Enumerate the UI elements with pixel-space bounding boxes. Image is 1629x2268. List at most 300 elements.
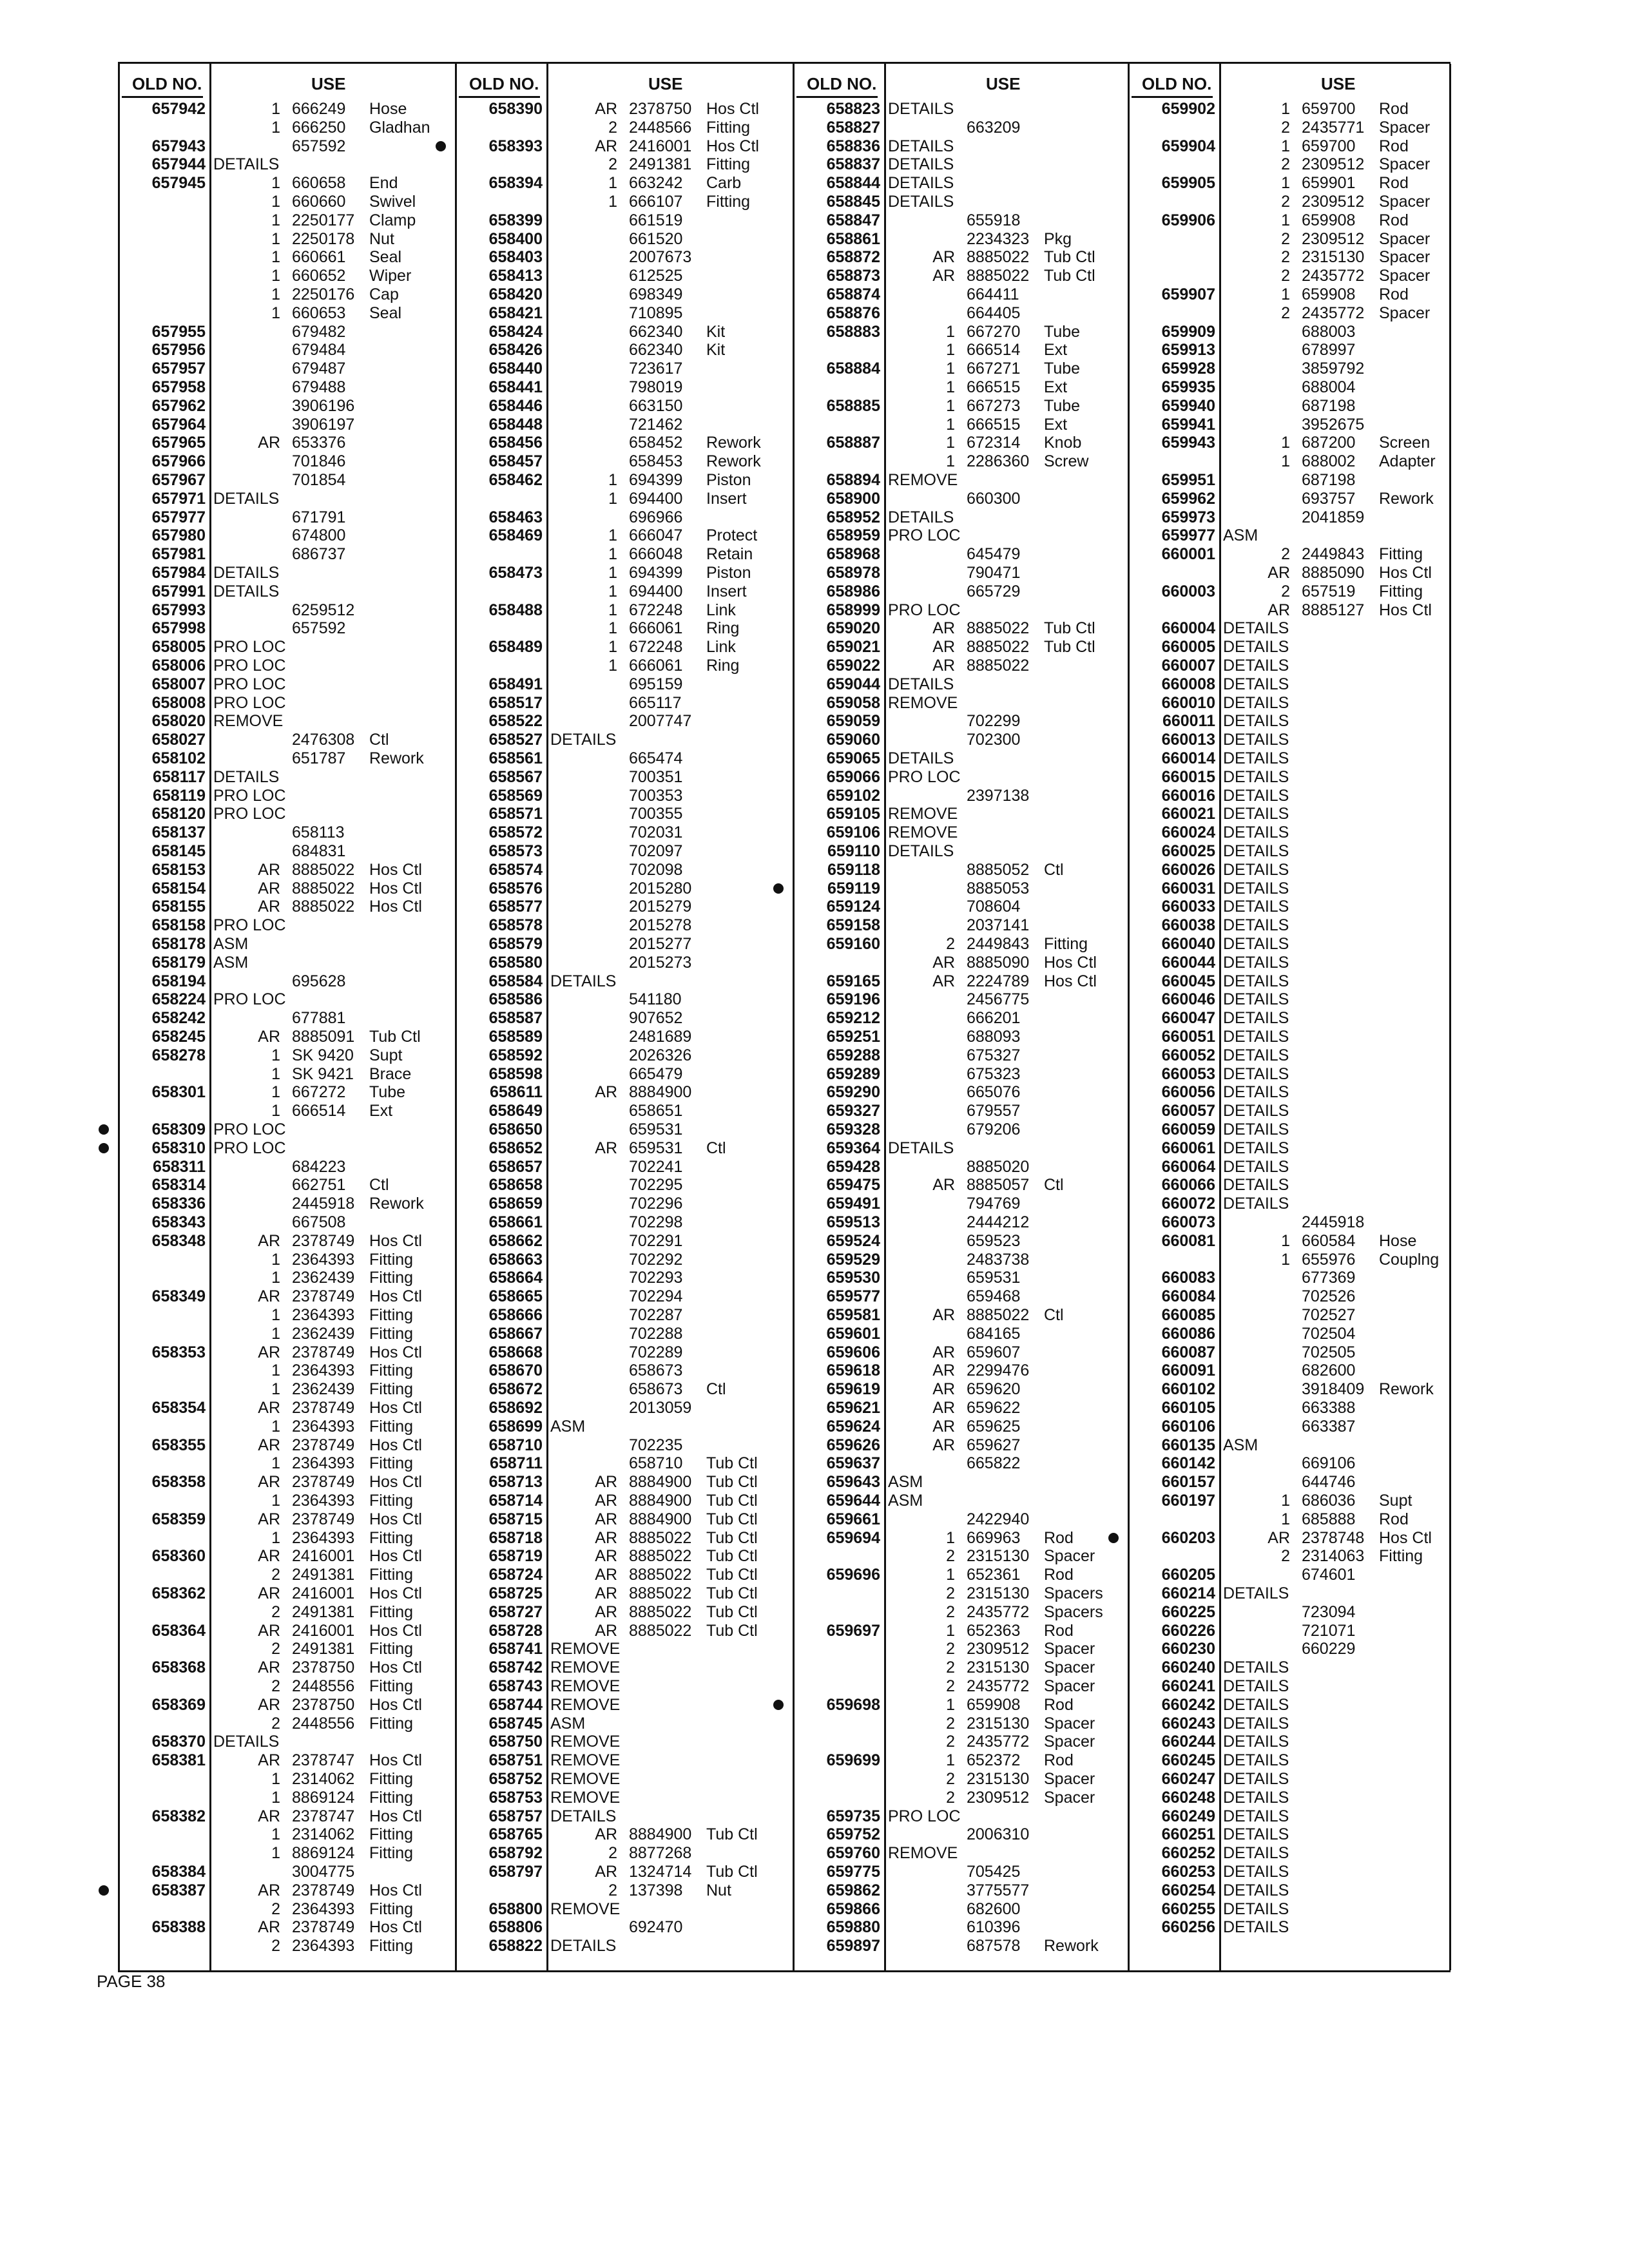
part-description: Rod bbox=[1044, 1695, 1074, 1714]
part-description: Rod bbox=[1044, 1566, 1074, 1584]
table-row bbox=[793, 1232, 1130, 1250]
table-row bbox=[118, 1195, 455, 1213]
quantity: 2 bbox=[271, 1640, 280, 1658]
old-number: 658579 bbox=[488, 935, 543, 953]
part-number: 2448556 bbox=[292, 1714, 355, 1733]
quantity: 1 bbox=[271, 1788, 280, 1807]
table-row bbox=[118, 823, 455, 841]
old-number: 660226 bbox=[1161, 1621, 1215, 1640]
table-row bbox=[118, 155, 455, 173]
part-number: 662751 bbox=[292, 1176, 346, 1195]
table-row bbox=[118, 1937, 455, 1955]
part-number: 657519 bbox=[1302, 582, 1356, 601]
old-number: 659905 bbox=[1161, 174, 1215, 193]
part-description: Seal bbox=[369, 303, 402, 322]
table-row bbox=[118, 1547, 455, 1565]
old-number: 659328 bbox=[826, 1120, 880, 1139]
part-description: Rework bbox=[706, 434, 761, 452]
part-number: 2013059 bbox=[629, 1399, 692, 1417]
table-row bbox=[455, 1789, 792, 1807]
old-number: 658743 bbox=[488, 1677, 543, 1695]
part-number: 675327 bbox=[967, 1046, 1021, 1064]
part-number: 694399 bbox=[629, 471, 683, 489]
old-number: 660025 bbox=[1161, 842, 1215, 860]
quantity: AR bbox=[258, 1510, 280, 1528]
table-row bbox=[118, 1733, 455, 1751]
table-row bbox=[118, 1287, 455, 1305]
part-number: 3004775 bbox=[292, 1863, 355, 1881]
table-row bbox=[1128, 564, 1465, 582]
quantity: AR bbox=[932, 1306, 955, 1324]
status-note: PRO LOC bbox=[213, 805, 286, 823]
part-number: 2015279 bbox=[629, 898, 692, 916]
part-description: Tub Ctl bbox=[1044, 619, 1095, 638]
status-note: REMOVE bbox=[888, 823, 958, 842]
part-number: 700355 bbox=[629, 805, 683, 823]
table-row bbox=[1128, 1603, 1465, 1621]
part-number: 659531 bbox=[629, 1120, 683, 1139]
part-number: 2006310 bbox=[967, 1825, 1030, 1844]
part-number: 2481689 bbox=[629, 1028, 692, 1046]
part-number: 661520 bbox=[629, 229, 683, 248]
old-number: 660013 bbox=[1161, 731, 1215, 749]
quantity: 1 bbox=[271, 229, 280, 248]
quantity: 2 bbox=[1281, 267, 1290, 285]
part-description: Fitting bbox=[369, 1937, 414, 1956]
old-number: 658715 bbox=[488, 1510, 543, 1528]
old-number: 659880 bbox=[826, 1918, 880, 1937]
part-number: 657592 bbox=[292, 137, 346, 155]
old-number: 658741 bbox=[488, 1640, 543, 1658]
part-description: Rework bbox=[1379, 489, 1434, 508]
part-description: Pkg bbox=[1044, 229, 1072, 248]
quantity: 1 bbox=[271, 248, 280, 267]
table-row bbox=[455, 712, 792, 730]
quantity: 2 bbox=[946, 935, 955, 953]
table-row bbox=[1128, 1251, 1465, 1269]
part-number: 687200 bbox=[1302, 434, 1356, 452]
part-number: 678997 bbox=[1302, 341, 1356, 360]
old-number: 658360 bbox=[151, 1547, 206, 1566]
old-number: 658390 bbox=[488, 100, 543, 118]
table-row bbox=[118, 471, 455, 489]
quantity: 2 bbox=[608, 118, 617, 137]
old-number: 660014 bbox=[1161, 749, 1215, 767]
part-description: Ring bbox=[706, 657, 740, 675]
table-row bbox=[793, 1083, 1130, 1101]
old-number: 659102 bbox=[826, 786, 880, 805]
part-number: 667273 bbox=[967, 396, 1021, 415]
status-note: REMOVE bbox=[550, 1751, 621, 1770]
table-row bbox=[793, 731, 1130, 749]
part-number: 666201 bbox=[967, 1009, 1021, 1028]
old-number: 659909 bbox=[1161, 322, 1215, 341]
part-number: 659901 bbox=[1302, 174, 1356, 193]
table-row bbox=[118, 1715, 455, 1733]
table-row bbox=[455, 211, 792, 229]
part-number: 2007747 bbox=[629, 712, 692, 731]
old-number: 658883 bbox=[826, 322, 880, 341]
old-number: 658876 bbox=[826, 303, 880, 322]
old-number: 660197 bbox=[1161, 1492, 1215, 1510]
table-row bbox=[1128, 954, 1465, 972]
part-number: 658452 bbox=[629, 434, 683, 452]
old-number: 660003 bbox=[1161, 582, 1215, 601]
status-note: DETAILS bbox=[888, 100, 954, 118]
table-row bbox=[118, 916, 455, 934]
old-number: 658245 bbox=[151, 1028, 206, 1046]
old-number: 658576 bbox=[488, 879, 543, 898]
old-number: 659289 bbox=[826, 1064, 880, 1083]
quantity: 1 bbox=[1281, 174, 1290, 193]
status-note: DETAILS bbox=[1223, 1064, 1289, 1083]
part-description: Link bbox=[706, 601, 736, 619]
table-row bbox=[118, 1789, 455, 1807]
table-row bbox=[455, 471, 792, 489]
part-description: Fitting bbox=[1379, 545, 1423, 564]
header-underline bbox=[1132, 96, 1213, 98]
table-row bbox=[455, 1863, 792, 1881]
old-number: 660057 bbox=[1161, 1102, 1215, 1120]
status-note: REMOVE bbox=[550, 1733, 621, 1751]
part-description: Insert bbox=[706, 489, 747, 508]
quantity: 2 bbox=[271, 1677, 280, 1695]
old-number: 660059 bbox=[1161, 1120, 1215, 1139]
part-number: 8884900 bbox=[629, 1825, 692, 1844]
part-description: Rod bbox=[1379, 211, 1409, 229]
part-number: 665729 bbox=[967, 582, 1021, 601]
status-note: ASM bbox=[1223, 1436, 1258, 1454]
status-note: DETAILS bbox=[213, 155, 280, 174]
table-row bbox=[118, 1361, 455, 1379]
table-row bbox=[793, 526, 1130, 544]
old-number: 658420 bbox=[488, 285, 543, 303]
part-description: Tub Ctl bbox=[706, 1492, 758, 1510]
old-number: 660247 bbox=[1161, 1770, 1215, 1788]
table-row bbox=[455, 1900, 792, 1918]
quantity: 1 bbox=[271, 1528, 280, 1547]
table-row bbox=[455, 248, 792, 266]
table-row bbox=[1128, 1715, 1465, 1733]
table-row bbox=[118, 657, 455, 675]
table-row bbox=[118, 1918, 455, 1936]
table-row bbox=[1128, 285, 1465, 303]
part-description: Hos Ctl bbox=[1044, 972, 1097, 990]
table-row bbox=[793, 1584, 1130, 1602]
status-note: DETAILS bbox=[1223, 731, 1289, 749]
part-description: Hos Ctl bbox=[1379, 1528, 1432, 1547]
part-description: Rework bbox=[1044, 1937, 1099, 1956]
part-number: 702288 bbox=[629, 1324, 683, 1343]
part-description: Spacers bbox=[1044, 1584, 1103, 1602]
part-number: 667271 bbox=[967, 360, 1021, 378]
status-note: DETAILS bbox=[1223, 1139, 1289, 1157]
part-number: 659700 bbox=[1302, 100, 1356, 118]
part-description: Tub Ctl bbox=[706, 1602, 758, 1621]
table-row bbox=[793, 1918, 1130, 1936]
status-note: PRO LOC bbox=[213, 990, 286, 1009]
part-number: 2378749 bbox=[292, 1436, 355, 1454]
old-number: 659212 bbox=[826, 1009, 880, 1028]
part-number: 660584 bbox=[1302, 1231, 1356, 1250]
table-row bbox=[793, 1343, 1130, 1361]
part-number: 682600 bbox=[1302, 1361, 1356, 1380]
quantity: 1 bbox=[271, 1064, 280, 1083]
table-row bbox=[118, 490, 455, 508]
table-row bbox=[455, 879, 792, 898]
part-number: 659908 bbox=[1302, 211, 1356, 229]
quantity: AR bbox=[258, 1695, 280, 1714]
table-row bbox=[455, 1287, 792, 1305]
old-number: 658388 bbox=[151, 1918, 206, 1937]
table-row bbox=[793, 805, 1130, 823]
status-note: DETAILS bbox=[1223, 935, 1289, 953]
quantity: AR bbox=[258, 1547, 280, 1566]
table-row bbox=[118, 861, 455, 879]
part-number: 2416001 bbox=[629, 137, 692, 155]
old-number: 658224 bbox=[151, 990, 206, 1009]
quantity: AR bbox=[258, 1807, 280, 1825]
part-description: Gladhan bbox=[369, 118, 430, 137]
part-description: Rod bbox=[1044, 1528, 1074, 1547]
old-number: 658491 bbox=[488, 675, 543, 693]
table-row bbox=[1128, 155, 1465, 173]
table-row bbox=[118, 1658, 455, 1677]
table-row bbox=[455, 842, 792, 860]
table-row bbox=[1128, 1900, 1465, 1918]
part-description: Hos Ctl bbox=[369, 1918, 422, 1937]
quantity: AR bbox=[932, 1361, 955, 1380]
old-number: 659530 bbox=[826, 1269, 880, 1287]
table-row bbox=[118, 768, 455, 786]
status-note: DETAILS bbox=[888, 1139, 954, 1157]
old-number: 658446 bbox=[488, 396, 543, 415]
part-number: 2026326 bbox=[629, 1046, 692, 1064]
table-row bbox=[793, 1715, 1130, 1733]
old-number: 660252 bbox=[1161, 1844, 1215, 1863]
old-number: 660142 bbox=[1161, 1454, 1215, 1473]
part-description: Supt bbox=[369, 1046, 403, 1064]
part-description: Spacer bbox=[1379, 229, 1431, 248]
old-number: 658343 bbox=[151, 1213, 206, 1231]
old-number: 658792 bbox=[488, 1844, 543, 1863]
part-description: Piston bbox=[706, 564, 751, 582]
part-number: 2364393 bbox=[292, 1528, 355, 1547]
status-note: DETAILS bbox=[1223, 1083, 1289, 1102]
table-row bbox=[455, 990, 792, 1008]
part-description: Tube bbox=[1044, 396, 1081, 415]
old-number: 659364 bbox=[826, 1139, 880, 1157]
old-number: 658765 bbox=[488, 1825, 543, 1844]
part-description: Ctl bbox=[706, 1380, 726, 1399]
part-number: 2448556 bbox=[292, 1677, 355, 1695]
part-number: 8884900 bbox=[629, 1083, 692, 1102]
quantity: 1 bbox=[608, 471, 617, 489]
part-description: Fitting bbox=[369, 1677, 414, 1695]
status-note: REMOVE bbox=[888, 1844, 958, 1863]
part-description: Swivel bbox=[369, 193, 416, 211]
table-row bbox=[1128, 1102, 1465, 1120]
old-number: 660157 bbox=[1161, 1473, 1215, 1492]
table-row bbox=[455, 749, 792, 767]
table-row bbox=[793, 1139, 1130, 1157]
part-number: 2378749 bbox=[292, 1473, 355, 1492]
quantity: AR bbox=[258, 1751, 280, 1770]
old-number: 659290 bbox=[826, 1083, 880, 1102]
quantity: 2 bbox=[946, 1788, 955, 1807]
old-number: 658569 bbox=[488, 786, 543, 805]
part-number: 2378748 bbox=[1302, 1528, 1365, 1547]
table-row bbox=[118, 1306, 455, 1324]
old-number: 658580 bbox=[488, 953, 543, 972]
part-description: Ctl bbox=[1044, 1306, 1064, 1324]
old-number: 660004 bbox=[1161, 619, 1215, 638]
table-row bbox=[455, 1770, 792, 1788]
part-number: 659468 bbox=[967, 1287, 1021, 1306]
part-number: 659531 bbox=[967, 1269, 1021, 1287]
status-note: DETAILS bbox=[1223, 767, 1289, 786]
old-number: 658664 bbox=[488, 1269, 543, 1287]
status-note: DETAILS bbox=[213, 767, 280, 786]
part-number: 708604 bbox=[967, 898, 1021, 916]
old-number: 660072 bbox=[1161, 1195, 1215, 1213]
old-number: 658586 bbox=[488, 990, 543, 1009]
old-number: 658952 bbox=[826, 508, 880, 526]
old-number: 658349 bbox=[151, 1287, 206, 1306]
part-number: 659622 bbox=[967, 1399, 1021, 1417]
table-row bbox=[118, 1343, 455, 1361]
part-number: 702527 bbox=[1302, 1306, 1356, 1324]
part-number: 2364393 bbox=[292, 1417, 355, 1436]
part-number: 2315130 bbox=[967, 1658, 1030, 1677]
old-number: 659118 bbox=[827, 860, 880, 879]
parts-table bbox=[118, 62, 1451, 1972]
old-number: 660253 bbox=[1161, 1863, 1215, 1881]
quantity: 2 bbox=[946, 1547, 955, 1566]
old-number: 659940 bbox=[1161, 396, 1215, 415]
old-number: 660044 bbox=[1161, 953, 1215, 972]
part-description: Spacer bbox=[1044, 1714, 1095, 1733]
part-description: Ext bbox=[1044, 341, 1068, 360]
part-number: 685888 bbox=[1302, 1510, 1356, 1528]
part-number: 8885022 bbox=[967, 657, 1030, 675]
part-number: 653376 bbox=[292, 434, 346, 452]
old-number: 658753 bbox=[488, 1788, 543, 1807]
part-description: Protect bbox=[706, 526, 758, 545]
table-row bbox=[1128, 1269, 1465, 1287]
table-row bbox=[1128, 1158, 1465, 1176]
table-row bbox=[118, 972, 455, 990]
quantity: AR bbox=[595, 1566, 617, 1584]
part-number: 705425 bbox=[967, 1863, 1021, 1881]
table-row bbox=[1128, 1751, 1465, 1769]
old-number: 658463 bbox=[488, 508, 543, 526]
part-number: 660661 bbox=[292, 248, 346, 267]
old-number: 658413 bbox=[488, 267, 543, 285]
part-description: Rod bbox=[1379, 1510, 1409, 1528]
old-number: 659626 bbox=[826, 1436, 880, 1454]
table-row bbox=[118, 1325, 455, 1343]
table-row bbox=[455, 1640, 792, 1658]
part-number: 702295 bbox=[629, 1176, 683, 1195]
quantity: 1 bbox=[271, 285, 280, 303]
old-number: 658007 bbox=[151, 675, 206, 693]
old-number: 657991 bbox=[151, 582, 206, 601]
part-number: 2250176 bbox=[292, 285, 355, 303]
quantity: 1 bbox=[946, 396, 955, 415]
table-row bbox=[1128, 916, 1465, 934]
part-number: 2041859 bbox=[1302, 508, 1365, 526]
status-note: REMOVE bbox=[550, 1640, 621, 1658]
old-number: 660045 bbox=[1161, 972, 1215, 990]
old-number: 658368 bbox=[151, 1658, 206, 1677]
part-number: 679206 bbox=[967, 1120, 1021, 1139]
table-row bbox=[793, 898, 1130, 916]
old-number: 659066 bbox=[826, 767, 880, 786]
part-number: 667270 bbox=[967, 322, 1021, 341]
table-row bbox=[1128, 193, 1465, 211]
status-note: DETAILS bbox=[888, 155, 954, 174]
part-description: Hos Ctl bbox=[369, 1231, 422, 1250]
old-number: 659941 bbox=[1161, 415, 1215, 434]
table-row bbox=[455, 341, 792, 359]
part-number: 2364393 bbox=[292, 1306, 355, 1324]
part-description: Brace bbox=[369, 1064, 412, 1083]
status-note: REMOVE bbox=[888, 805, 958, 823]
table-row bbox=[118, 1176, 455, 1194]
table-row bbox=[1128, 248, 1465, 266]
table-row bbox=[455, 582, 792, 601]
part-number: 658453 bbox=[629, 452, 683, 471]
status-note: ASM bbox=[550, 1417, 586, 1436]
part-number: 702031 bbox=[629, 823, 683, 842]
quantity: 2 bbox=[1281, 582, 1290, 601]
old-number: 660242 bbox=[1161, 1695, 1215, 1714]
quantity: AR bbox=[595, 137, 617, 155]
part-number: 2378747 bbox=[292, 1807, 355, 1825]
quantity: AR bbox=[258, 1584, 280, 1602]
bullet-marker-icon bbox=[773, 883, 784, 894]
table-row bbox=[455, 1399, 792, 1417]
status-note: DETAILS bbox=[888, 675, 954, 693]
table-row bbox=[793, 619, 1130, 637]
part-number: 8885053 bbox=[967, 879, 1030, 898]
table-row bbox=[1128, 972, 1465, 990]
table-row bbox=[793, 471, 1130, 489]
quantity: 1 bbox=[608, 193, 617, 211]
part-number: 2364393 bbox=[292, 1250, 355, 1269]
table-row bbox=[118, 1065, 455, 1083]
old-number: 657967 bbox=[151, 471, 206, 489]
quantity: 1 bbox=[271, 193, 280, 211]
part-number: 2444212 bbox=[967, 1213, 1030, 1231]
header-underline bbox=[122, 96, 203, 98]
table-row bbox=[455, 508, 792, 526]
table-row bbox=[793, 657, 1130, 675]
old-number: 660011 bbox=[1162, 712, 1215, 731]
old-number: 658873 bbox=[826, 267, 880, 285]
old-number: 658145 bbox=[151, 842, 206, 860]
table-row bbox=[118, 1120, 455, 1139]
quantity: 2 bbox=[946, 1770, 955, 1788]
table-row bbox=[118, 879, 455, 898]
old-number: 659902 bbox=[1161, 100, 1215, 118]
quantity: 1 bbox=[271, 211, 280, 229]
old-number: 659021 bbox=[826, 638, 880, 657]
part-number: 2037141 bbox=[967, 916, 1030, 935]
part-number: 692470 bbox=[629, 1918, 683, 1937]
table-row bbox=[793, 1454, 1130, 1472]
